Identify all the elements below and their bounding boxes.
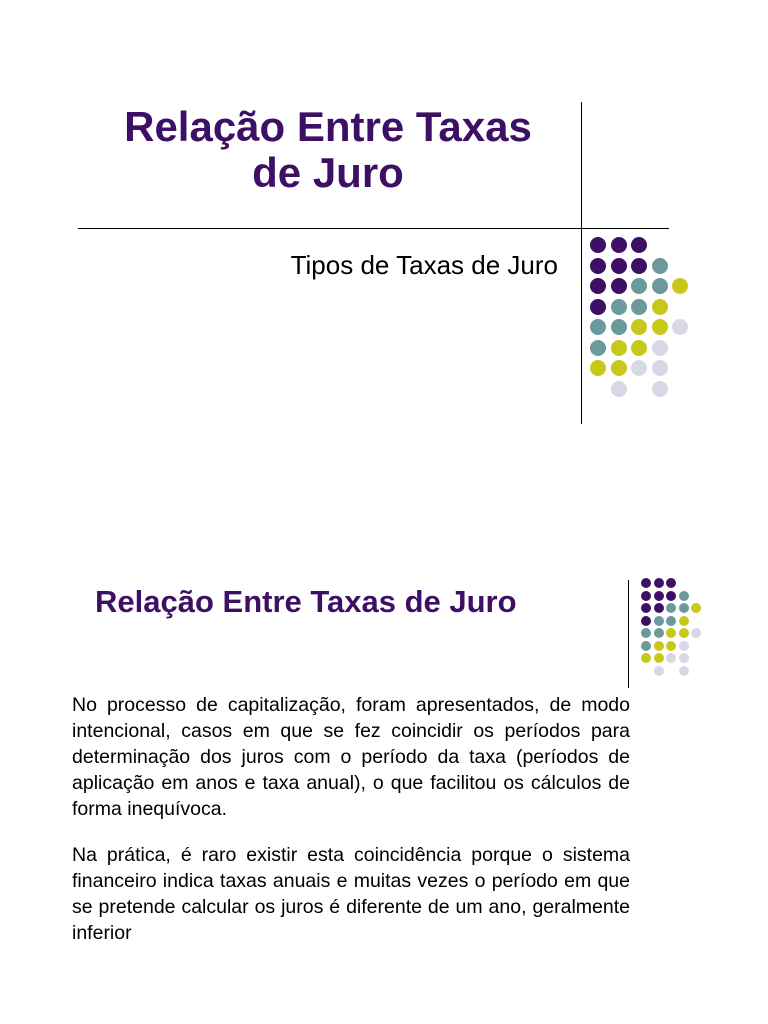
dot-yellow [691,603,701,613]
dot-teal [666,616,676,626]
slide-content [0,540,768,1024]
dot-lavender [611,381,627,397]
dot-yellow [652,319,668,335]
dot-teal [654,628,664,638]
dot-purple [590,278,606,294]
dot-lavender [652,381,668,397]
dot-teal [654,616,664,626]
dot-purple [611,258,627,274]
dot-yellow [666,628,676,638]
dot-purple [641,578,651,588]
dot-purple [590,299,606,315]
slide-title [0,0,768,500]
dot-teal [652,278,668,294]
vertical-divider [628,580,629,688]
dot-yellow [611,340,627,356]
slide-title-heading [78,104,578,196]
dot-lavender [666,653,676,663]
dot-purple [654,603,664,613]
dot-lavender [654,666,664,676]
dot-teal [679,591,689,601]
dot-lavender [679,641,689,651]
dot-lavender [652,340,668,356]
dot-purple [654,578,664,588]
dot-lavender [631,360,647,376]
title-line-2: de Juro [252,149,404,196]
dot-yellow [590,360,606,376]
dot-purple [641,616,651,626]
dot-purple [666,578,676,588]
dot-teal [666,603,676,613]
dot-purple [590,258,606,274]
dot-yellow [652,299,668,315]
dot-purple [611,278,627,294]
dot-teal [641,641,651,651]
dot-purple [641,603,651,613]
dot-yellow [631,319,647,335]
dot-yellow [672,278,688,294]
dot-yellow [654,641,664,651]
dot-purple [654,591,664,601]
dot-purple [631,258,647,274]
paragraph: No processo de capitalização, foram apresentados, de modo intencional, casos em que se fez coincidir os períodos para determinação dos juros com o período da taxa (períodos de aplicação em anos e taxa anual), o que facilitou os cálculos de forma inequívoca. [72,694,630,820]
dot-teal [611,299,627,315]
dot-purple [590,237,606,253]
dot-teal [590,340,606,356]
dot-yellow [679,616,689,626]
dot-lavender [652,360,668,376]
dot-purple [611,237,627,253]
dot-teal [641,628,651,638]
dot-teal [631,299,647,315]
dot-teal [590,319,606,335]
dot-lavender [672,319,688,335]
dot-yellow [654,653,664,663]
slide-subtitle: Tipos de Taxas de Juro [290,250,558,280]
dot-teal [611,319,627,335]
content-slide-title: Relação Entre Taxas de Juro [95,584,517,619]
dot-purple [631,237,647,253]
vertical-divider [581,102,582,424]
dot-purple [641,591,651,601]
dot-lavender [679,653,689,663]
dot-yellow [666,641,676,651]
title-line-1: Relação Entre Taxas [124,103,532,150]
dot-teal [652,258,668,274]
dot-teal [631,278,647,294]
dot-yellow [631,340,647,356]
dot-lavender [679,666,689,676]
dot-yellow [679,628,689,638]
dot-teal [679,603,689,613]
dot-lavender [691,628,701,638]
dot-yellow [641,653,651,663]
dot-purple [666,591,676,601]
dot-yellow [611,360,627,376]
body-text [72,692,630,966]
paragraph: Na prática, é raro existir esta coincidência porque o sistema financeiro indica taxas anuais e muitas vezes o período em que se pretende calcular os juros é diferente de um ano, geralmente inferior [72,844,630,944]
